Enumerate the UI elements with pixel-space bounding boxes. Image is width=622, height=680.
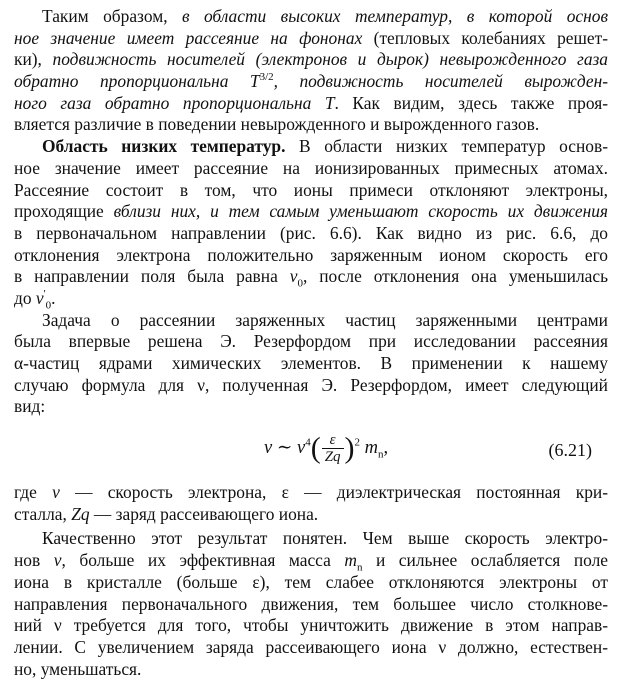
text-line: Рассеяние состоит в том, что ионы примеси отклоняют электроны, <box>14 179 608 200</box>
text-line: но, уменьшаться. <box>14 658 142 679</box>
text-line: отклонения электрона положительно заряженным ионом скорость его <box>14 244 608 265</box>
text-line: ное значение имеет рассеяние на фононах (тепловых колебаниях решет- <box>14 27 608 48</box>
text-line: сталла, Zq — заряд рассеивающего иона. <box>14 503 319 524</box>
text-line: вид: <box>14 396 46 417</box>
equation-number: (6.21) <box>548 440 592 461</box>
formula-expression: ν ∼ $v^4$( $\frac{\varepsilon}{Zq}$ )$^2$ $m_n$, <box>264 431 389 466</box>
text-line: лении. С увеличением заряда рассеивающего иона ν должно, естествен- <box>14 636 608 657</box>
section-heading: Область низких температур. <box>42 136 286 157</box>
left-paren: ( <box>310 431 321 465</box>
paragraph-where <box>14 482 608 525</box>
text-line: α-частиц ядрами химических элементов. В применении к нашему <box>14 353 608 373</box>
text-line: была впервые решена Э. Резерфордом при исследовании рассеяния <box>14 331 608 352</box>
text-line: ного газа обратно пропорциональна T. Как видим, здесь также проя- <box>14 92 609 113</box>
text-line: Качественно этот результат понятен. Чем выше скорость электро- <box>42 528 608 549</box>
paragraph-low-temperature <box>14 136 608 310</box>
paragraph-rutherford <box>14 310 608 418</box>
text-line: до $v'_0$. <box>14 287 56 312</box>
text-line: Область низких температур. В области низких температур основ- <box>42 136 608 157</box>
right-paren: ) <box>344 431 355 465</box>
text-line: вляется различие в поведении невырожденного и вырожденного газов. <box>14 114 540 135</box>
text-line: в направлении поля была равна $v_0$, после отклонения она уменьшилась <box>14 266 608 290</box>
formula-6-21 <box>14 422 608 480</box>
text-line: ное значение имеет рассеяние на ионизированных примесных атомах. <box>14 157 608 178</box>
text-line: Таким образом, в области высоких температур, в которой основ <box>42 6 608 26</box>
text-line: в первоначальном направлении (рис. 6.6). Как видно из рис. 6.6, до <box>14 222 608 243</box>
paragraph-high-temperature <box>14 6 608 136</box>
fraction <box>322 432 344 465</box>
text-line: направления первоначального движения, тем большее число столкнове- <box>14 593 608 614</box>
text-line: где v — скорость электрона, ε — диэлектрическая постоянная кри- <box>14 482 609 503</box>
text-line: обратно пропорциональна $T^{3/2}$, подвижность носителей вырожден- <box>14 71 608 92</box>
fraction-numerator: ε <box>322 432 344 449</box>
text-line: Задача о рассеянии заряженных частиц заряженными центрами <box>42 309 608 330</box>
text-line: проходящие вблизи них, и тем самым уменьшают скорость их движения <box>14 201 608 222</box>
paragraph-qualitative <box>14 528 608 680</box>
text-line: иона в кристалле (больше ε), тем слабее отклоняются электроны от <box>14 571 608 592</box>
text-line: ний ν требуется для того, чтобы уничтожить движение в этом направ- <box>14 615 608 636</box>
text-line: нов v, больше их эффективная масса $m_n$ и сильнее ослабляется поле <box>14 550 608 574</box>
text-line: ки), подвижность носителей (электронов и дырок) невырожденного газа <box>14 49 608 70</box>
text-line: случаю формула для ν, полученная Э. Резерфордом, имеет следующий <box>14 374 608 395</box>
fraction-denominator: Zq <box>324 449 341 466</box>
